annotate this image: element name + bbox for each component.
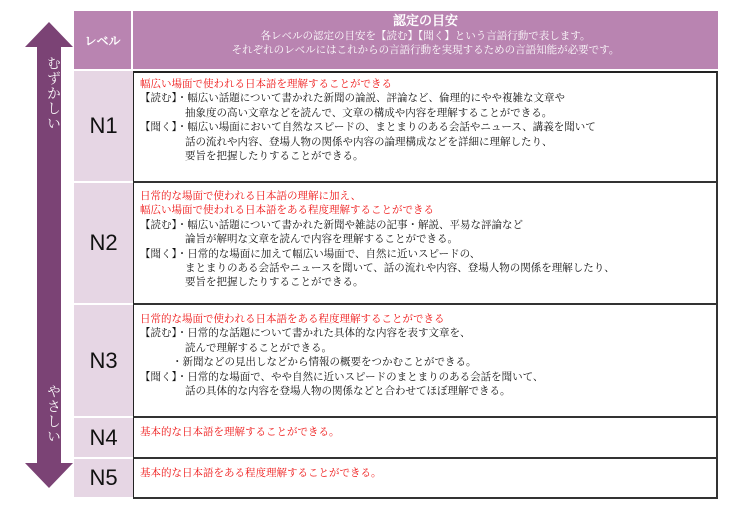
reading-line: 読んで理解することができる。	[185, 341, 332, 354]
listening-line: 話の流れや内容、登場人物の関係や内容の論理構成などを詳細に理解したり、	[185, 135, 553, 148]
table-row-n4	[74, 418, 718, 459]
jlpt-level-table	[74, 11, 718, 499]
difficult-label: むずかしい	[45, 56, 61, 131]
criteria-column-header	[133, 11, 718, 71]
goal-text: 幅広い場面で使われる日本語をある程度理解することができる	[140, 204, 434, 217]
level-description	[133, 183, 718, 305]
goal-text: 基本的な日本語を理解することができる。	[140, 426, 340, 438]
reading-line: 【読む】・日常的な話題について書かれた具体的な内容を表す文章を、	[140, 327, 471, 340]
goal-text: 基本的な日本語をある程度理解することができる。	[140, 467, 382, 479]
table-row-n3	[74, 305, 718, 418]
level-label: N3	[74, 305, 133, 418]
listening-line: 【聞く】・幅広い場面において自然なスピードの、まとまりのある会話やニュース、講義を聞いて	[140, 121, 596, 134]
level-label: N2	[74, 183, 133, 305]
level-label: N5	[74, 459, 133, 499]
listening-line: 【聞く】・日常的な場面に加えて幅広い場面で、自然に近いスピードの、	[140, 247, 481, 260]
listening-line: 要旨を把握したりすることができる。	[185, 276, 364, 289]
listening-line: 要旨を把握したりすることができる。	[185, 150, 364, 163]
difficulty-arrow	[25, 22, 73, 488]
table-row-n1	[74, 71, 718, 183]
easy-label: やさしい	[45, 384, 61, 444]
level-label: N1	[74, 71, 133, 183]
reading-line: 論旨が解明な文章を読んで内容を理解することができる。	[185, 233, 458, 246]
reading-line: ・新聞などの見出しなどから情報の概要をつかむことができる。	[172, 356, 477, 369]
table-row-n5	[74, 459, 718, 499]
header-subtitle-1: 各レベルの認定の目安を【読む】【聞く】という言語行動で表します。	[260, 30, 591, 42]
level-description	[133, 71, 718, 183]
level-label: N4	[74, 418, 133, 459]
header-subtitle-2: それぞれのレベルにはこれからの言語行動を実現するための言語知能が必要です。	[231, 44, 620, 56]
listening-line: 【聞く】・日常的な場面で、やや自然に近いスピードのまとまりのある会話を聞いて、	[140, 370, 544, 383]
goal-text: 日常的な場面で使われる日本語をある程度理解することができる	[140, 313, 445, 325]
reading-line: 【読む】・幅広い話題について書かれた新聞や雑誌の記事・解説、平易な評論など	[140, 218, 524, 231]
header-title: 認定の目安	[392, 14, 458, 29]
reading-line: 抽象度の高い文章などを読んで、文章の構成や内容を理解することができる。	[185, 106, 553, 119]
level-description	[133, 418, 718, 459]
level-description	[133, 459, 718, 499]
table-row-n2	[74, 183, 718, 305]
goal-text: 日常的な場面で使われる日本語の理解に加え、	[140, 190, 362, 202]
listening-line: まとまりのある会話やニュースを聞いて、話の流れや内容、登場人物の関係を理解したり、	[185, 262, 615, 275]
table-header-row	[74, 11, 718, 71]
level-column-header: レベル	[74, 11, 133, 71]
reading-line: 【読む】・幅広い話題について書かれた新聞の論説、評論など、倫理的にやや複雑な文章や	[140, 92, 566, 105]
level-description	[133, 305, 718, 418]
goal-text: 幅広い場面で使われる日本語を理解することができる	[140, 78, 392, 90]
listening-line: 話の具体的な内容を登場人物の関係などと合わせてほぼ理解できる。	[185, 385, 511, 398]
